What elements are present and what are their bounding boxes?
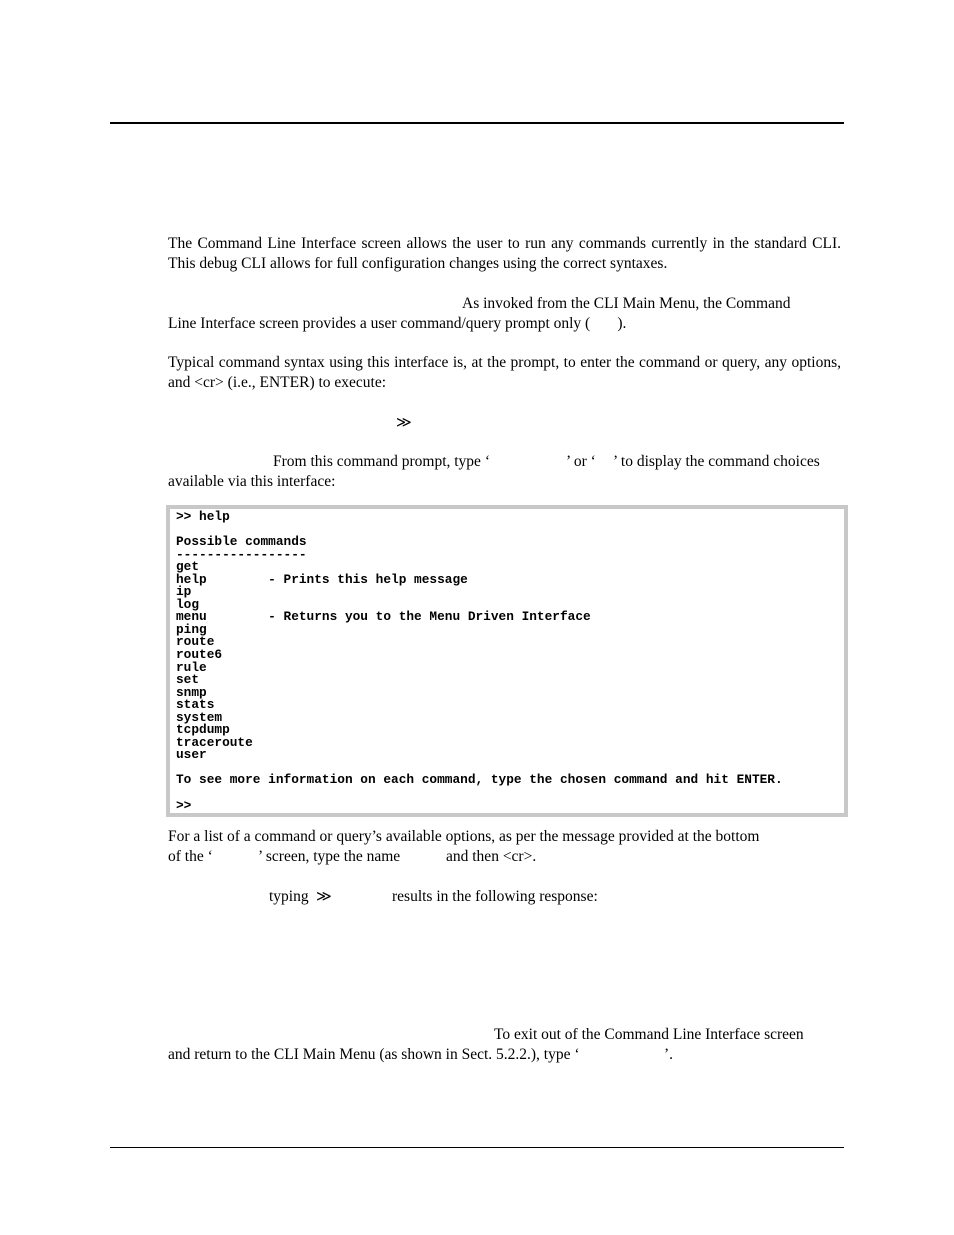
invocation-text-line1: As invoked from the CLI Main Menu, the Command [462,295,791,312]
intro-paragraph: The Command Line Interface screen allows the user to run any commands currently in the standard CLI. This debug CLI allows for full configuration changes using the correct syntaxes. [168,235,841,272]
help-instruction-line2: available via this interface: [168,473,336,490]
terminal-line: rule [176,659,207,675]
terminal-line: Possible commands [176,534,307,550]
exit-text-line2-b: ’. [664,1046,674,1063]
terminal-screenshot [166,505,848,817]
syntax-paragraph: Typical command syntax using this interface is, at the prompt, to enter the command or query, any options, and <cr> (i.e., ENTER) to execute: [168,354,841,391]
terminal-line: stats [176,697,215,713]
terminal-line: >> [176,797,192,813]
options-text-line2-c: and then <cr>. [446,848,537,865]
example-prompt-symbol: ≫ [316,887,332,905]
terminal-line: set [176,672,200,688]
terminal-line: user [176,747,207,763]
invocation-text-line2: Line Interface screen provides a user command/query prompt only ( ). [168,315,627,332]
options-text-line2-b: ’ screen, type the name [258,848,401,865]
help-instruction-a: From this command prompt, type ‘ [273,453,490,470]
help-instruction-c: ’ to display the command choices [613,453,820,470]
terminal-line: ip [176,584,192,600]
footer-rule [110,1147,844,1148]
terminal-line: route6 [176,647,223,663]
terminal-line: snmp [176,684,207,700]
example-text-a: typing [269,888,309,905]
terminal-line: >> help [176,509,230,524]
terminal-line: ping [176,621,207,637]
prompt-symbol: ≫ [396,413,412,431]
terminal-line: traceroute [176,734,253,750]
exit-text-line2-a: and return to the CLI Main Menu (as shown in Sect. 5.2.2.), type ‘ [168,1046,580,1063]
terminal-line: system [176,709,223,725]
terminal-line: To see more information on each command, type the chosen command and hit ENTER. [176,772,783,788]
header-rule [110,122,844,124]
terminal-line: help - Prints this help message [176,571,468,587]
terminal-line: ----------------- [176,546,307,562]
terminal-line: menu - Returns you to the Menu Driven Interface [176,609,591,625]
terminal-output [170,509,844,812]
terminal-line [176,787,844,800]
exit-text-line1: To exit out of the Command Line Interface screen [494,1026,804,1043]
options-text-line2-a: of the ‘ [168,848,213,865]
terminal-line: route [176,634,215,650]
example-text-b: results in the following response: [392,888,598,905]
options-text-line1: For a list of a command or query’s available options, as per the message provided at the bottom [168,828,760,845]
terminal-line: get [176,559,200,575]
terminal-line: tcpdump [176,722,230,738]
terminal-line: log [176,596,200,612]
help-instruction-b: ’ or ‘ [566,453,596,470]
